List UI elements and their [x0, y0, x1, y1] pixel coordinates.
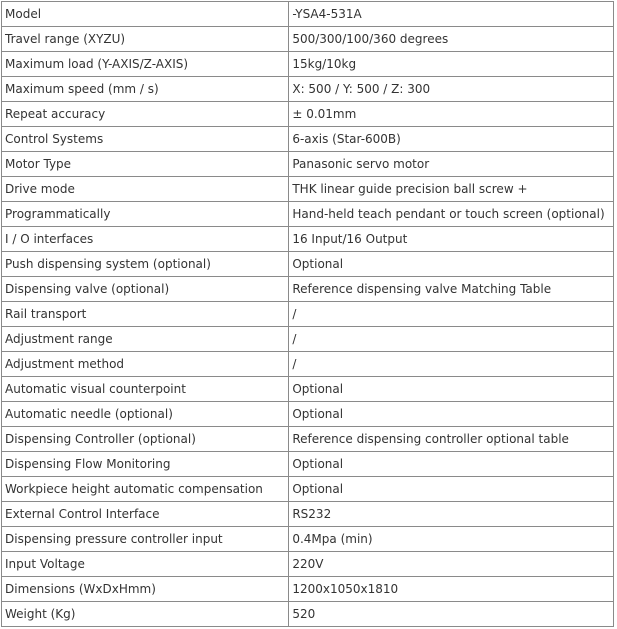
spec-row: [2, 302, 614, 327]
spec-key-cell: Control Systems: [2, 127, 289, 152]
spec-row: [2, 277, 614, 302]
spec-key-cell: Automatic visual counterpoint: [2, 377, 289, 402]
spec-key-cell: Adjustment range: [2, 327, 289, 352]
spec-value-cell: THK linear guide precision ball screw +: [289, 177, 614, 202]
spec-row: [2, 177, 614, 202]
spec-key-cell: Maximum speed (mm / s): [2, 77, 289, 102]
spec-key-cell: Dispensing pressure controller input: [2, 527, 289, 552]
spec-value-cell: ± 0.01mm: [289, 102, 614, 127]
spec-value-cell: 1200x1050x1810: [289, 577, 614, 602]
spec-row: [2, 602, 614, 627]
spec-row: [2, 152, 614, 177]
spec-value-cell: 0.4Mpa (min): [289, 527, 614, 552]
spec-row: [2, 552, 614, 577]
spec-key-cell: Dispensing Flow Monitoring: [2, 452, 289, 477]
spec-key-cell: Travel range (XYZU): [2, 27, 289, 52]
spec-key-cell: Programmatically: [2, 202, 289, 227]
spec-row: [2, 327, 614, 352]
spec-row: [2, 477, 614, 502]
spec-value-cell: 500/300/100/360 degrees: [289, 27, 614, 52]
spec-value-cell: Optional: [289, 477, 614, 502]
spec-value-cell: RS232: [289, 502, 614, 527]
spec-key-cell: Adjustment method: [2, 352, 289, 377]
spec-row: [2, 427, 614, 452]
spec-row: [2, 127, 614, 152]
spec-row: [2, 352, 614, 377]
spec-value-cell: Hand-held teach pendant or touch screen (optional): [289, 202, 614, 227]
spec-key-cell: Weight (Kg): [2, 602, 289, 627]
spec-key-cell: Push dispensing system (optional): [2, 252, 289, 277]
spec-value-cell: Optional: [289, 402, 614, 427]
spec-key-cell: Maximum load (Y-AXIS/Z-AXIS): [2, 52, 289, 77]
spec-key-cell: Motor Type: [2, 152, 289, 177]
spec-key-cell: Workpiece height automatic compensation: [2, 477, 289, 502]
spec-row: [2, 2, 614, 27]
spec-table: [1, 1, 614, 627]
spec-row: [2, 102, 614, 127]
spec-row: [2, 377, 614, 402]
spec-value-cell: /: [289, 327, 614, 352]
spec-row: [2, 227, 614, 252]
spec-value-cell: Panasonic servo motor: [289, 152, 614, 177]
spec-value-cell: Optional: [289, 252, 614, 277]
spec-row: [2, 577, 614, 602]
spec-key-cell: Dispensing valve (optional): [2, 277, 289, 302]
spec-row: [2, 502, 614, 527]
spec-key-cell: Repeat accuracy: [2, 102, 289, 127]
spec-row: [2, 202, 614, 227]
spec-value-cell: 16 Input/16 Output: [289, 227, 614, 252]
spec-row: [2, 77, 614, 102]
spec-row: [2, 452, 614, 477]
spec-value-cell: -YSA4-531A: [289, 2, 614, 27]
spec-value-cell: /: [289, 302, 614, 327]
spec-value-cell: 520: [289, 602, 614, 627]
spec-value-cell: Reference dispensing controller optional table: [289, 427, 614, 452]
spec-key-cell: Input Voltage: [2, 552, 289, 577]
spec-row: [2, 527, 614, 552]
spec-key-cell: I / O interfaces: [2, 227, 289, 252]
spec-value-cell: 6-axis (Star-600B): [289, 127, 614, 152]
spec-value-cell: X: 500 / Y: 500 / Z: 300: [289, 77, 614, 102]
spec-key-cell: Rail transport: [2, 302, 289, 327]
spec-table-body: [2, 2, 614, 627]
spec-key-cell: Automatic needle (optional): [2, 402, 289, 427]
spec-value-cell: 220V: [289, 552, 614, 577]
spec-value-cell: 15kg/10kg: [289, 52, 614, 77]
spec-row: [2, 252, 614, 277]
spec-key-cell: External Control Interface: [2, 502, 289, 527]
spec-key-cell: Model: [2, 2, 289, 27]
spec-row: [2, 402, 614, 427]
spec-value-cell: Optional: [289, 377, 614, 402]
spec-key-cell: Drive mode: [2, 177, 289, 202]
spec-row: [2, 52, 614, 77]
spec-key-cell: Dimensions (WxDxHmm): [2, 577, 289, 602]
spec-value-cell: Optional: [289, 452, 614, 477]
spec-value-cell: /: [289, 352, 614, 377]
spec-value-cell: Reference dispensing valve Matching Table: [289, 277, 614, 302]
spec-row: [2, 27, 614, 52]
spec-key-cell: Dispensing Controller (optional): [2, 427, 289, 452]
